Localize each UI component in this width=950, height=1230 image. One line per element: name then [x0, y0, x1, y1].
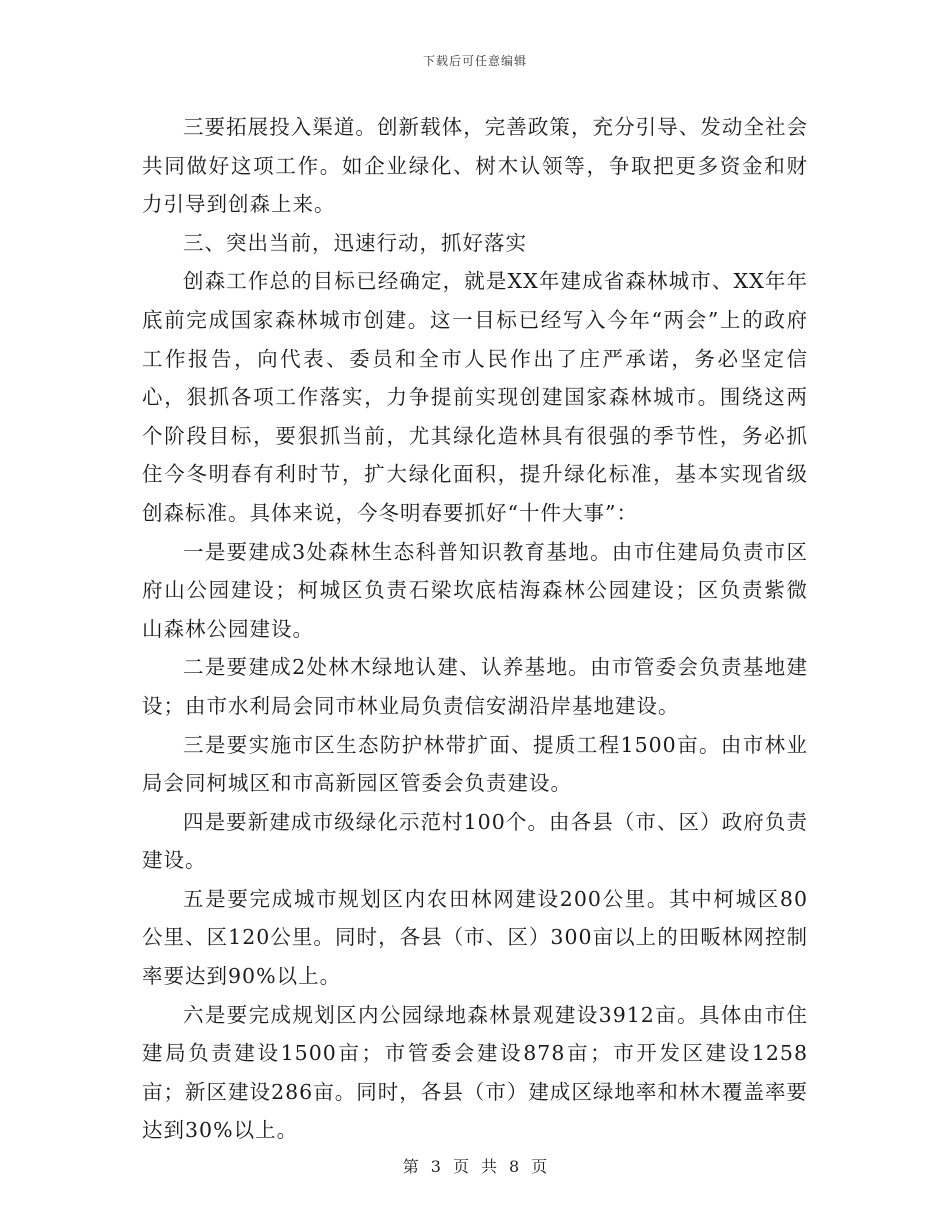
paragraph-investment-channels: 三要拓展投入渠道。创新载体，完善政策，充分引导、发动全社会共同做好这项工作。如企业绿化、树木认领等，争取把更多资金和财力引导到创森上来。 — [142, 115, 808, 217]
footer-total-word: 共 — [481, 1157, 498, 1176]
paragraph-task-three: 三是要实施市区生态防护林带扩面、提质工程1500亩。由市林业局会同柯城区和市高新园区管委会负责建设。 — [142, 732, 808, 796]
total-pages-number: 8 — [509, 1157, 520, 1176]
section-heading-three: 三、突出当前，迅速行动，抓好落实 — [183, 230, 527, 255]
paragraph-task-five: 五是要完成城市规划区内农田林网建设200公里。其中柯城区80公里、区120公里。同时，各县（市、区）300亩以上的田畈林网控制率要达到90%以上。 — [142, 886, 808, 989]
paragraph-task-four: 四是要新建成市级绿化示范村100个。由各县（市、区）政府负责建设。 — [142, 809, 808, 873]
paragraph-task-six: 六是要完成规划区内公园绿地森林景观建设3912亩。具体由市住建局负责建设1500亩；市管委会建设878亩；市开发区建设1258亩；新区建设286亩。同时，各县（市）建成区绿地率和林木覆盖率要达到30%以上。 — [142, 1002, 808, 1143]
paragraph-task-two: 二是要建成2处林木绿地认建、认养基地。由市管委会负责基地建设；由市水利局会同市林业局负责信安湖沿岸基地建设。 — [142, 655, 808, 718]
footer-suffix: 页 — [531, 1157, 548, 1176]
paragraph-task-one: 一是要建成3处森林生态科普知识教育基地。由市住建局负责市区府山公园建设；柯城区负责石梁坎底桔海森林公园建设；区负责紫微山森林公园建设。 — [142, 539, 808, 641]
paragraph-goals: 创森工作总的目标已经确定，就是XX年建成省森林城市、XX年年底前完成国家森林城市创建。这一目标已经写入今年“两会”上的政府工作报告，向代表、委员和全市人民作出了庄严承诺，务必坚定信心，狠抓各项工作落实，力争提前实现创建国家森林城市。围绕这两个阶段目标，要狠抓当前，尤其绿化造林具有很强的季节性，务必抓住今冬明春有利时节，扩大绿化面积，提升绿化标准，基本实现省级创森标准。具体来说，今冬明春要抓好“十件大事”： — [142, 269, 808, 525]
document-body — [142, 108, 808, 1150]
current-page-number: 3 — [430, 1157, 441, 1176]
footer-page-word: 页 — [452, 1157, 469, 1176]
page-header: 下载后可任意编辑 — [422, 54, 527, 68]
footer-prefix: 第 — [402, 1157, 419, 1176]
page-footer — [0, 1154, 950, 1177]
